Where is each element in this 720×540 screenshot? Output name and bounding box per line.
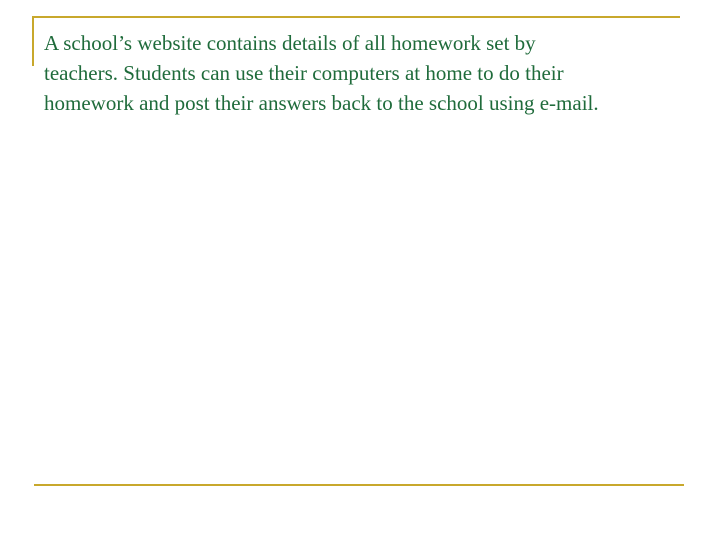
bottom-rule-line [34, 484, 684, 486]
left-rule-line [32, 16, 34, 66]
slide-body-text: A school’s website contains details of all homework set by teachers. Students can use their computers at home to do their homework and post their answers back to the school using e-mail. [44, 31, 599, 115]
top-rule-line [32, 16, 680, 18]
